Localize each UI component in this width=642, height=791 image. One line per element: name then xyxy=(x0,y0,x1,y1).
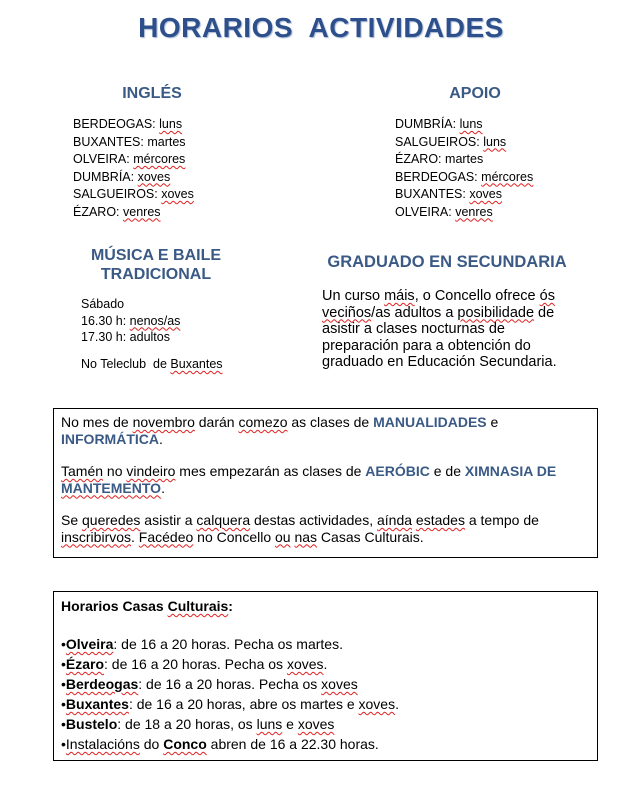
musica-heading: MÚSICA E BAILE TRADICIONAL xyxy=(90,247,222,283)
list-item: ÉZARO: venres xyxy=(73,204,161,219)
list-item: BERDEOGAS: mércores xyxy=(395,169,534,184)
list-item: BUXANTES: xoves xyxy=(395,187,502,201)
apoio-list xyxy=(395,116,533,221)
list-item: SALGUEIROS: xoves xyxy=(73,187,194,201)
notice-paragraph: Se queredes asistir a calquera destas actividades, aínda estades a tempo de xyxy=(61,512,539,528)
list-item: BERDEOGAS: luns xyxy=(73,117,183,131)
apoio-heading: APOIO xyxy=(449,85,501,102)
graduado-text: Un curso máis, o Concello ofrece ós veciños/as adultos a posibilidade de asistir a clases nocturnas de preparación para a obtención do graduado en Educación Secundaria. xyxy=(322,288,557,370)
list-item: SALGUEIROS: luns xyxy=(395,134,507,149)
musica-schedule: Sábado 16.30 h: nenos/as 17.30 h: adultos xyxy=(81,297,181,344)
list-item: •Instalacións do Conco abren de 16 a 22.30 horas. xyxy=(61,736,379,752)
list-item: •Ézaro: de 16 a 20 horas. Pecha os xoves. xyxy=(61,656,328,672)
notice-box: No mes de novembro darán comezo as clases de MANUALIDADES e INFORMÁTICA. Tamén no vindeiro mes empezarán as clases de AERÓBIC e de XIMNASIA DE MANTEMENTO. Se queredes asistir a calquera destas actividades, aínda estades a tempo de inscribirvos. Facédeo no Concello ou nas Casas Culturais. xyxy=(53,408,598,558)
graduado-heading: GRADUADO EN SECUNDARIA xyxy=(327,253,567,271)
notice-paragraph: No mes de novembro darán comezo as clases de MANUALIDADES e xyxy=(61,414,499,430)
notice-paragraph: Tamén no vindeiro mes empezarán as clases de AERÓBIC e de XIMNASIA DE xyxy=(61,463,557,479)
casas-title: Horarios Casas Culturais: xyxy=(61,598,233,614)
ingles-list xyxy=(73,116,194,221)
musica-venue: No Teleclub de Buxantes xyxy=(81,357,223,371)
list-item: OLVEIRA: mércores xyxy=(73,152,186,166)
list-item: •Buxantes: de 16 a 20 horas, abre os martes e xoves. xyxy=(61,696,399,712)
list-item: •Bustelo: de 18 a 20 horas, os luns e xoves xyxy=(61,716,335,732)
list-item: OLVEIRA: venres xyxy=(395,204,493,219)
list-item: DUMBRÍA: xoves xyxy=(73,169,171,184)
list-item: DUMBRÍA: luns xyxy=(395,117,483,131)
ingles-heading: INGLÉS xyxy=(122,85,182,102)
casas-box xyxy=(53,591,598,761)
list-item: ÉZARO: martes xyxy=(395,152,484,166)
list-item: BUXANTES: martes xyxy=(73,134,186,149)
list-item: •Olveira: de 16 a 20 horas. Pecha os martes. xyxy=(61,636,343,652)
page-title: HORARIOS ACTIVIDADES xyxy=(138,12,504,43)
list-item: •Berdeogas: de 16 a 20 horas. Pecha os xoves xyxy=(61,676,358,692)
